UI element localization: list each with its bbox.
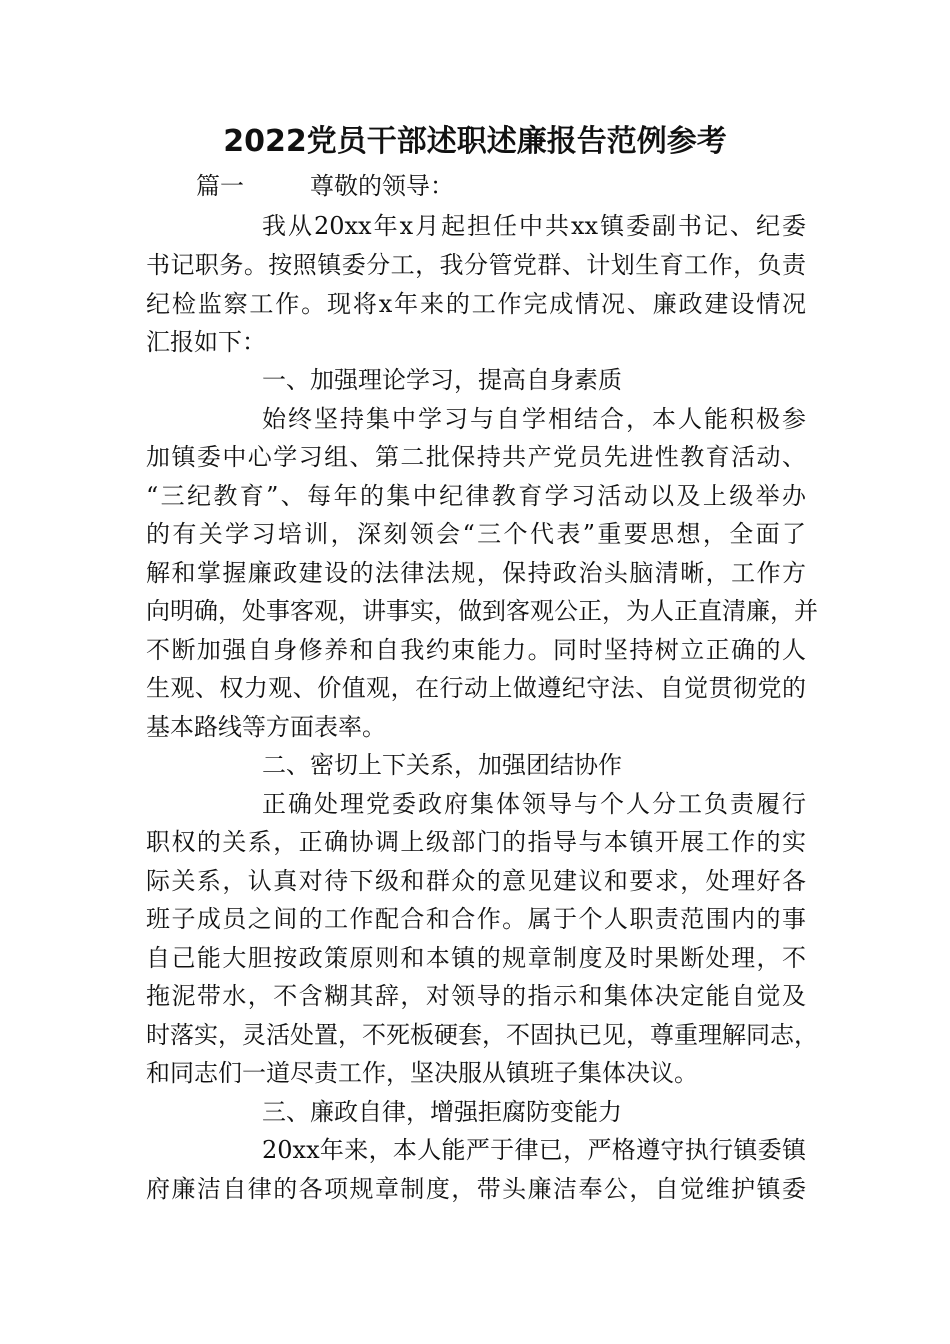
paragraph-line: “三纪教育”、每年的集中纪律教育学习活动以及上级举办 (146, 482, 806, 510)
paragraph-line: 不断加强自身修养和自我约束能力。同时坚持树立正确的人 (146, 636, 806, 664)
paragraph-first-line: 正确处理党委政府集体领导与个人分工负责履行 (262, 790, 806, 818)
section-heading-3: 三、廉政自律，增强拒腐防变能力 (262, 1098, 622, 1126)
paragraph-line: 书记职务。按照镇委分工，我分管党群、计划生育工作，负责 (146, 251, 806, 279)
section-heading-1: 一、加强理论学习，提高自身素质 (262, 366, 622, 394)
paragraph-last-line: 和同志们一道尽责工作，坚决服从镇班子集体决议。 (146, 1059, 698, 1087)
document-title: 2022党员干部述职述廉报告范例参考 (223, 124, 727, 159)
paragraph-line: 纪检监察工作。现将x年来的工作完成情况、廉政建设情况 (146, 290, 806, 318)
paragraph-last-line: 基本路线等方面表率。 (146, 713, 386, 741)
paragraph-first-line: 始终坚持集中学习与自学相结合，本人能积极参 (262, 405, 806, 433)
paragraph-last-line: 汇报如下： (146, 328, 266, 356)
paragraph-line: 生观、权力观、价值观，在行动上做遵纪守法、自觉贯彻党的 (146, 674, 806, 702)
paragraph-line: 的有关学习培训，深刻领会“三个代表”重要思想，全面了 (146, 520, 806, 548)
paragraph-line: 府廉洁自律的各项规章制度，带头廉洁奉公，自觉维护镇委 (146, 1175, 806, 1203)
paragraph-line: 向明确，处事客观，讲事实，做到客观公正，为人正直清廉，并 (146, 597, 818, 625)
paragraph-first-line: 20xx年来，本人能严于律已，严格遵守执行镇委镇 (262, 1136, 806, 1164)
section-heading-2: 二、密切上下关系，加强团结协作 (262, 751, 622, 779)
paragraph-line: 职权的关系，正确协调上级部门的指导与本镇开展工作的实 (146, 828, 806, 856)
salutation: 尊敬的领导： (310, 172, 454, 200)
section-label: 篇一 (196, 172, 244, 200)
paragraph-line: 自己能大胆按政策原则和本镇的规章制度及时果断处理，不 (146, 944, 806, 972)
paragraph-line: 班子成员之间的工作配合和合作。属于个人职责范围内的事 (146, 905, 806, 933)
paragraph-line: 拖泥带水，不含糊其辞，对领导的指示和集体决定能自觉及 (146, 982, 806, 1010)
paragraph-line: 加镇委中心学习组、第二批保持共产党员先进性教育活动、 (146, 443, 806, 471)
paragraph-first-line: 我从20xx年x月起担任中共xx镇委副书记、纪委 (262, 212, 806, 240)
paragraph-line: 解和掌握廉政建设的法律法规，保持政治头脑清晰，工作方 (146, 559, 806, 587)
paragraph-line: 际关系，认真对待下级和群众的意见建议和要求，处理好各 (146, 867, 806, 895)
paragraph-line: 时落实，灵活处置，不死板硬套，不固执已见，尊重理解同志， (146, 1021, 818, 1049)
